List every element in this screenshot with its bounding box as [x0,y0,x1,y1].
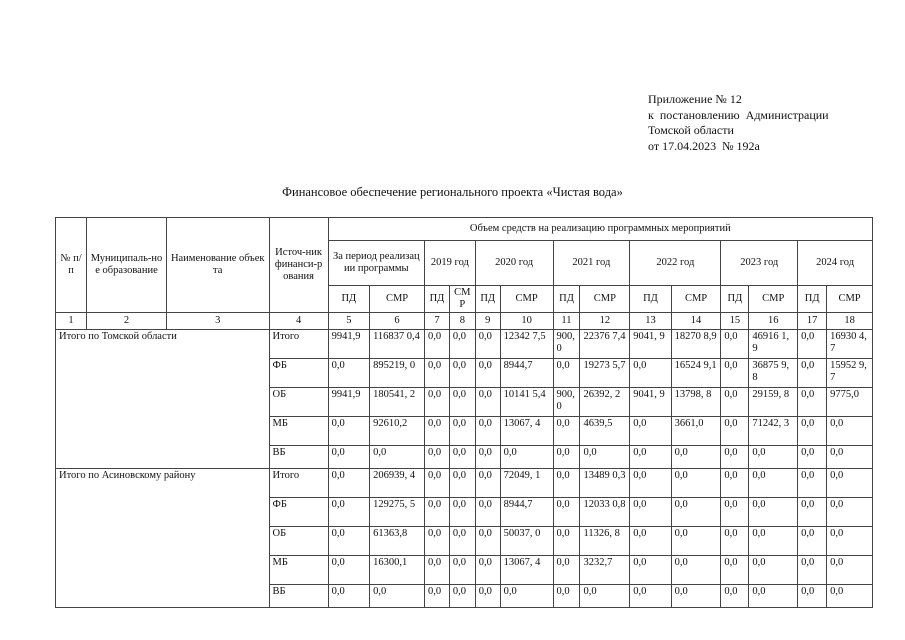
value-cell: 0,0 [370,585,425,608]
value-cell: 15952 9,7 [827,359,873,388]
value-cell: 0,0 [328,585,369,608]
value-cell: 0,0 [425,417,450,446]
value-cell: 0,0 [328,469,369,498]
value-cell: 0,0 [370,446,425,469]
value-cell: 0,0 [553,527,580,556]
value-cell: 0,0 [449,417,475,446]
header-smr: СМР [500,286,553,313]
value-cell: 0,0 [749,527,798,556]
header-pd: ПД [425,286,450,313]
value-cell: 0,0 [671,585,721,608]
value-cell: 0,0 [475,556,500,585]
value-cell: 19273 5,7 [580,359,630,388]
value-cell: 0,0 [553,585,580,608]
value-cell: 36875 9,8 [749,359,798,388]
value-cell: 0,0 [328,446,369,469]
value-cell: 12342 7,5 [500,330,553,359]
value-cell: 0,0 [449,585,475,608]
value-cell: 0,0 [475,388,500,417]
value-cell: 13067, 4 [500,417,553,446]
value-cell: 129275, 5 [370,498,425,527]
value-cell: 0,0 [798,585,827,608]
value-cell: 0,0 [827,417,873,446]
column-number: 15 [721,313,749,330]
value-cell: 0,0 [449,527,475,556]
value-cell: 0,0 [425,498,450,527]
value-cell: 0,0 [749,446,798,469]
value-cell: 0,0 [671,469,721,498]
header-pd: ПД [630,286,671,313]
table-row [56,469,873,498]
header-pd: ПД [553,286,580,313]
column-number: 1 [56,313,87,330]
source-cell: ФБ [269,498,328,527]
value-cell: 92610,2 [370,417,425,446]
header-pd: ПД [721,286,749,313]
value-cell: 0,0 [500,446,553,469]
value-cell: 8944,7 [500,498,553,527]
value-cell: 0,0 [328,527,369,556]
value-cell: 0,0 [630,446,671,469]
column-number: 7 [425,313,450,330]
value-cell: 0,0 [580,585,630,608]
column-number: 6 [370,313,425,330]
value-cell: 900, 0 [553,388,580,417]
value-cell: 0,0 [827,446,873,469]
column-number: 17 [798,313,827,330]
source-cell: Итого [269,330,328,359]
value-cell: 0,0 [798,446,827,469]
value-cell: 71242, 3 [749,417,798,446]
value-cell: 0,0 [328,417,369,446]
source-cell: ОБ [269,388,328,417]
value-cell: 0,0 [630,359,671,388]
column-number: 14 [671,313,721,330]
value-cell: 0,0 [798,498,827,527]
value-cell: 0,0 [449,446,475,469]
value-cell: 0,0 [553,498,580,527]
header-pd: ПД [475,286,500,313]
value-cell: 0,0 [449,388,475,417]
value-cell: 3232,7 [580,556,630,585]
value-cell: 0,0 [630,469,671,498]
source-cell: Итого [269,469,328,498]
header-smr: СМР [580,286,630,313]
value-cell: 0,0 [630,585,671,608]
value-cell: 0,0 [721,585,749,608]
value-cell: 0,0 [630,417,671,446]
column-number: 13 [630,313,671,330]
header-smr: СМР [370,286,425,313]
value-cell: 0,0 [425,527,450,556]
value-cell: 180541, 2 [370,388,425,417]
value-cell: 0,0 [827,498,873,527]
value-cell: 0,0 [425,469,450,498]
value-cell: 0,0 [721,556,749,585]
value-cell: 0,0 [721,469,749,498]
value-cell: 0,0 [721,388,749,417]
value-cell: 0,0 [798,388,827,417]
value-cell: 0,0 [721,527,749,556]
value-cell: 4639,5 [580,417,630,446]
column-number: 3 [166,313,269,330]
value-cell: 13067, 4 [500,556,553,585]
value-cell: 0,0 [475,585,500,608]
group-label: Итого по Асиновскому району [56,469,270,608]
header-year: 2024 год [798,241,873,286]
value-cell: 0,0 [425,330,450,359]
value-cell: 0,0 [827,527,873,556]
value-cell: 0,0 [475,469,500,498]
value-cell: 9041, 9 [630,388,671,417]
value-cell: 50037, 0 [500,527,553,556]
value-cell: 0,0 [580,446,630,469]
source-cell: ВБ [269,585,328,608]
value-cell: 0,0 [475,446,500,469]
document-title: Финансовое обеспечение регионального проекта «Чистая вода» [282,185,623,199]
value-cell: 0,0 [425,556,450,585]
value-cell: 26392, 2 [580,388,630,417]
value-cell: 0,0 [827,556,873,585]
column-number: 8 [449,313,475,330]
header-volume: Объем средств на реализацию программных мероприятий [328,218,872,241]
value-cell: 0,0 [553,446,580,469]
value-cell: 0,0 [798,469,827,498]
header-year: 2020 год [475,241,553,286]
value-cell: 0,0 [671,527,721,556]
value-cell: 16524 9,1 [671,359,721,388]
value-cell: 0,0 [328,359,369,388]
value-cell: 0,0 [721,330,749,359]
value-cell: 895219, 0 [370,359,425,388]
header-year: 2022 год [630,241,721,286]
value-cell: 0,0 [475,330,500,359]
value-cell: 0,0 [798,330,827,359]
column-number: 12 [580,313,630,330]
value-cell: 72049, 1 [500,469,553,498]
value-cell: 0,0 [425,585,450,608]
value-cell: 0,0 [475,359,500,388]
value-cell: 0,0 [798,556,827,585]
value-cell: 0,0 [425,446,450,469]
value-cell: 13798, 8 [671,388,721,417]
value-cell: 9041, 9 [630,330,671,359]
value-cell: 13489 0,3 [580,469,630,498]
value-cell: 0,0 [721,446,749,469]
header-municipality: Муниципаль-ное образование [87,218,167,313]
value-cell: 0,0 [827,469,873,498]
value-cell: 16930 4,7 [827,330,873,359]
appendix-line: Томской области [648,123,734,137]
header-smr: СМР [749,286,798,313]
value-cell: 0,0 [553,359,580,388]
value-cell: 0,0 [671,556,721,585]
value-cell: 206939, 4 [370,469,425,498]
column-number: 4 [269,313,328,330]
column-number: 18 [827,313,873,330]
value-cell: 22376 7,4 [580,330,630,359]
header-pd: ПД [798,286,827,313]
value-cell: 116837 0,4 [370,330,425,359]
header-num: № п/п [56,218,87,313]
value-cell: 0,0 [475,498,500,527]
source-cell: ФБ [269,359,328,388]
value-cell: 29159, 8 [749,388,798,417]
value-cell: 18270 8,9 [671,330,721,359]
column-number: 11 [553,313,580,330]
value-cell: 0,0 [827,585,873,608]
source-cell: МБ [269,556,328,585]
column-number: 10 [500,313,553,330]
value-cell: 46916 1,9 [749,330,798,359]
value-cell: 0,0 [630,527,671,556]
value-cell: 0,0 [749,469,798,498]
header-pd: ПД [328,286,369,313]
value-cell: 0,0 [328,556,369,585]
value-cell: 0,0 [449,556,475,585]
table-row [56,330,873,359]
value-cell: 0,0 [425,388,450,417]
header-smr: СМР [671,286,721,313]
appendix-line: к постановлению Администрации [648,107,829,122]
value-cell: 0,0 [630,556,671,585]
value-cell: 0,0 [553,417,580,446]
header-smr: СМР [827,286,873,313]
value-cell: 61363,8 [370,527,425,556]
value-cell: 0,0 [449,469,475,498]
value-cell: 10141 5,4 [500,388,553,417]
value-cell: 0,0 [500,585,553,608]
header-year: 2021 год [553,241,630,286]
value-cell: 900, 0 [553,330,580,359]
value-cell: 3661,0 [671,417,721,446]
value-cell: 0,0 [798,359,827,388]
value-cell: 0,0 [449,359,475,388]
column-number: 16 [749,313,798,330]
value-cell: 9941,9 [328,330,369,359]
value-cell: 0,0 [553,556,580,585]
appendix-block [648,92,829,154]
value-cell: 0,0 [449,330,475,359]
financing-table [55,217,873,608]
value-cell: 0,0 [475,417,500,446]
appendix-date-line: от 17.04.2023 № 192а [648,138,760,153]
source-cell: МБ [269,417,328,446]
header-source: Источ-ник финанси-рования [269,218,328,313]
source-cell: ВБ [269,446,328,469]
value-cell: 0,0 [721,417,749,446]
column-number: 2 [87,313,167,330]
value-cell: 16300,1 [370,556,425,585]
value-cell: 0,0 [553,469,580,498]
value-cell: 8944,7 [500,359,553,388]
value-cell: 0,0 [328,498,369,527]
value-cell: 0,0 [671,446,721,469]
value-cell: 0,0 [721,359,749,388]
value-cell: 9941,9 [328,388,369,417]
value-cell: 0,0 [449,498,475,527]
column-number: 5 [328,313,369,330]
value-cell: 0,0 [425,359,450,388]
value-cell: 0,0 [475,527,500,556]
value-cell: 0,0 [798,417,827,446]
appendix-line: Приложение № 12 [648,92,742,106]
value-cell: 0,0 [749,585,798,608]
value-cell: 0,0 [721,498,749,527]
source-cell: ОБ [269,527,328,556]
column-number: 9 [475,313,500,330]
value-cell: 9775,0 [827,388,873,417]
header-year: 2019 год [425,241,476,286]
value-cell: 0,0 [749,556,798,585]
header-smr: СМР [449,286,475,313]
header-object: Наименование объекта [166,218,269,313]
group-label: Итого по Томской области [56,330,270,469]
header-year: 2023 год [721,241,798,286]
value-cell: 0,0 [798,527,827,556]
value-cell: 0,0 [671,498,721,527]
value-cell: 0,0 [630,498,671,527]
value-cell: 11326, 8 [580,527,630,556]
value-cell: 0,0 [749,498,798,527]
header-period: За период реализации программы [328,241,424,286]
value-cell: 12033 0,8 [580,498,630,527]
